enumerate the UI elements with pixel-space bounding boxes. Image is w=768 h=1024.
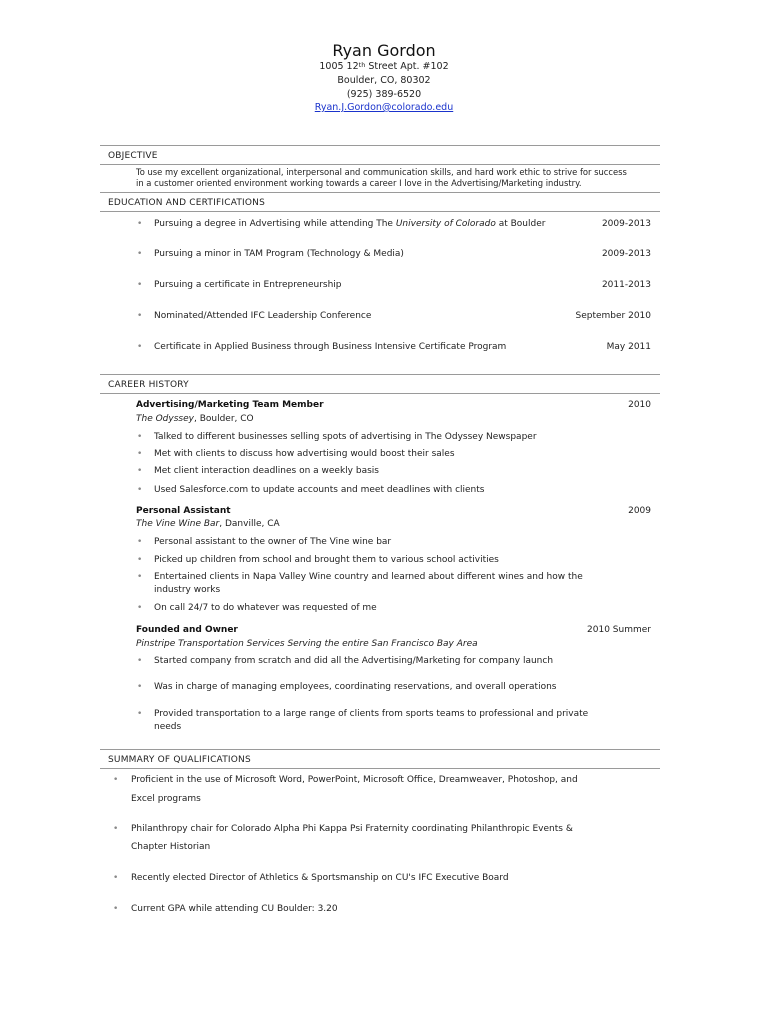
job-bullet-text: Provided transportation to a large range of clients from sports teams to professional and private — [154, 709, 589, 719]
job-date: 2010 — [628, 400, 651, 410]
education-date: September 2010 — [575, 311, 651, 321]
email-link[interactable]: Ryan.J.Gordon@colorado.edu — [314, 102, 454, 113]
education-date: 2009-2013 — [601, 249, 651, 259]
education-item: Certificate in Applied Business through Business Intensive Certificate Program — [154, 342, 507, 352]
job-date: 2009 — [628, 506, 651, 516]
list-bullet: • — [137, 280, 143, 290]
job-date: 2010 Summer — [587, 625, 651, 635]
job-bullet-text: Used Salesforce.com to update accounts and meet deadlines with clients — [154, 485, 485, 495]
career-heading: CAREER HISTORY — [100, 374, 660, 394]
education-date: May 2011 — [606, 342, 651, 352]
summary-item-text: Chapter Historian — [131, 842, 211, 852]
street-address: 1005 12th Street Apt. #102 — [319, 61, 449, 72]
education-item: Pursuing a certificate in Entrepreneurship — [154, 280, 342, 290]
list-bullet: • — [113, 824, 119, 834]
job-bullet-text: Was in charge of managing employees, coordinating reservations, and overall operations — [154, 682, 557, 692]
summary-item-text: Proficient in the use of Microsoft Word, PowerPoint, Microsoft Office, Dreamweaver, Photoshop, and — [131, 775, 578, 785]
job-bullet-text: Personal assistant to the owner of The Vine wine bar — [154, 537, 392, 547]
list-bullet: • — [137, 342, 143, 352]
job-bullet-text: needs — [154, 722, 182, 732]
list-bullet: • — [113, 904, 119, 914]
list-bullet: • — [137, 656, 143, 666]
list-bullet: • — [137, 555, 143, 565]
list-bullet: • — [137, 432, 143, 442]
list-bullet: • — [137, 709, 143, 719]
job-bullet-text: Entertained clients in Napa Valley Wine country and learned about different wines and how the — [154, 572, 583, 582]
education-item: Pursuing a minor in TAM Program (Technology & Media) — [154, 249, 404, 259]
job-bullet-text: Met with clients to discuss how advertising would boost their sales — [154, 449, 455, 459]
education-item: Nominated/Attended IFC Leadership Conference — [154, 311, 372, 321]
education-date: 2011-2013 — [601, 280, 651, 290]
summary-item-text: Current GPA while attending CU Boulder: 3.20 — [131, 904, 338, 914]
list-bullet: • — [137, 572, 143, 582]
phone-number: (925) 389-6520 — [346, 89, 422, 100]
job-bullet-text: Met client interaction deadlines on a weekly basis — [154, 466, 379, 476]
education-heading: EDUCATION AND CERTIFICATIONS — [100, 192, 660, 212]
job-title: Founded and Owner — [136, 625, 238, 635]
list-bullet: • — [137, 485, 143, 495]
career-divider — [100, 393, 660, 394]
list-bullet: • — [137, 311, 143, 321]
objective-text: To use my excellent organizational, interpersonal and communication skills, and hard work ethic to strive for success in a customer oriented environment working towards a career I love in the Advertising/Marketing industry. — [136, 167, 627, 188]
objective-heading: OBJECTIVE — [100, 145, 660, 165]
job-bullet-text: industry works — [154, 585, 221, 595]
education-date: 2009-2013 — [601, 219, 651, 229]
list-bullet: • — [137, 603, 143, 613]
list-bullet: • — [137, 449, 143, 459]
job-bullet-text: Started company from scratch and did all the Advertising/Marketing for company launch — [154, 656, 554, 666]
job-bullet-text: On call 24/7 to do whatever was requested of me — [154, 603, 377, 613]
summary-item-text: Recently elected Director of Athletics & Sportsmanship on CU's IFC Executive Board — [131, 873, 509, 883]
list-bullet: • — [113, 775, 119, 785]
list-bullet: • — [137, 249, 143, 259]
job-employer: The Vine Wine Bar, Danville, CA — [136, 519, 280, 529]
summary-heading: SUMMARY OF QUALIFICATIONS — [100, 749, 660, 769]
email-line — [0, 102, 768, 114]
education-item: Pursuing a degree in Advertising while attending The University of Colorado at Boulder — [154, 219, 546, 229]
job-bullet-text: Picked up children from school and brought them to various school activities — [154, 555, 499, 565]
list-bullet: • — [113, 873, 119, 883]
job-bullet-text: Talked to different businesses selling spots of advertising in The Odyssey Newspaper — [154, 432, 537, 442]
list-bullet: • — [137, 466, 143, 476]
list-bullet: • — [137, 537, 143, 547]
summary-item-text: Philanthropy chair for Colorado Alpha Phi Kappa Psi Fraternity coordinating Philanthropic Events & — [131, 824, 573, 834]
summary-item-text: Excel programs — [131, 794, 201, 804]
city-state-zip: Boulder, CO, 80302 — [337, 75, 431, 86]
job-title: Personal Assistant — [136, 506, 231, 516]
job-title: Advertising/Marketing Team Member — [136, 400, 324, 410]
job-employer: Pinstripe Transportation Services Serving the entire San Francisco Bay Area — [136, 639, 478, 649]
list-bullet: • — [137, 219, 143, 229]
list-bullet: • — [137, 682, 143, 692]
job-employer: The Odyssey, Boulder, CO — [136, 414, 254, 424]
candidate-name: Ryan Gordon — [332, 41, 436, 60]
